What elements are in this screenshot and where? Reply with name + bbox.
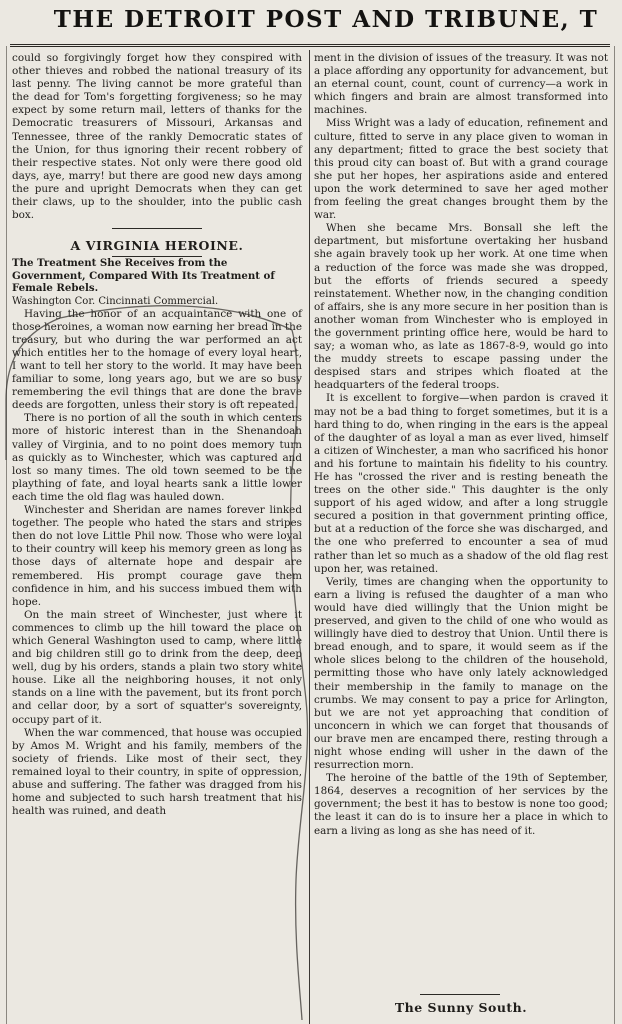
- next-article-rule: [420, 994, 500, 995]
- article-paragraph: When she became Mrs. Bonsall she left the department, but misfortune overtaking her husband she again bravely took up her work. At one time when a reduction of the force was made she was dropped, but the efforts of friends secured a speedy reinstatement. Whether now, in the changing condition of affairs, she is any more secure in her position than is another woman from Winchester who is employed in the government printing office here, would be hard to say; a woman who, as late as 1867-8-9, would go into the muddy streets to escape passing under the despised stars and stripes which floated at the headquarters of the federal troops.: [314, 222, 608, 392]
- article-subhead: The Treatment She Receives from the Government, Compared With Its Treatment of Female Rebels.: [12, 257, 275, 295]
- right-column: [314, 52, 608, 838]
- article-paragraph: ment in the division of issues of the treasury. It was not a place affording any opportunity for advancement, but an eternal count, count, count of currency—a work in which fingers and brain are almost transformed into machines.: [314, 52, 608, 117]
- left-column: [12, 52, 302, 818]
- article-paragraph: On the main street of Winchester, just where it commences to climb up the hill toward the place on which General Washington used to camp, where little and big children still go to drink from the deep, deep well, dug by his orders, stands a plain two story white house. Like all the neighboring houses, it not only stands on a line with the pavement, but its front porch and cellar door, by a sort of squatter's sovereignty, occupy part of it.: [12, 608, 302, 726]
- headline-rule-top: [112, 228, 202, 229]
- page-edge-right: [614, 46, 615, 1024]
- article-paragraph: Verily, times are changing when the opportunity to earn a living is refused the daughter of a man who would have died willingly that the Union might be preserved, and given to the child of one who would as willingly have died to destroy that Union. Until there is bread enough, and to spare, it would seem as if the whole slices belong to the children of the household, permitting those who have only lately acknowledged their membership in the family to manage on the crumbs. We may consent to pay a price for Arlington, but we are not yet approaching that condition of unconcern in which we can forget that thousands of our brave men are encamped there, resting through a night whose ending will usher in the dawn of the resurrection morn.: [314, 575, 608, 772]
- article-paragraph: Winchester and Sheridan are names forever linked together. The people who hated the stars and stripes then do not love Little Phil now. Those who were loyal to their country will keep his memory green as long as those days of alternate hope and despair are remembered. His prompt courage gave them confidence in him, and his success imbued them with hope.: [12, 504, 302, 608]
- article-paragraph: Having the honor of an acquaintance with one of those heroines, a woman now earning her bread in the treasury, but who during the war performed an act which entitles her to the homage of every loyal heart, I want to tell her story to the world. It may have been familiar to some, long years ago, but we are so busy remembering the evil things that are done the brave deeds are forgotten, unless their story is oft repeated.: [12, 307, 302, 412]
- masthead-rule: [10, 44, 610, 47]
- article-paragraph: When the war commenced, that house was occupied by Amos M. Wright and his family, members of the society of friends. Like most of their sect, they remained loyal to their country, in spite of oppression, abuse and suffering. The father was dragged from his home and subjected to such harsh treatment that his health was ruined, and death: [12, 726, 302, 818]
- article-credit: Washington Cor. Cincinnati Commercial.: [12, 295, 219, 307]
- article-paragraph: Miss Wright was a lady of education, refinement and culture, fitted to serve in any place given to woman in any department; fitted to grace the best society that this proud city can boast of. But with a grand courage she put her hopes, her aspirations aside and entered upon the work determined to save her aged mother from feeling the great changes brought them by the war.: [314, 117, 608, 222]
- column-divider: [309, 50, 310, 1024]
- page-edge-left: [6, 46, 7, 1024]
- article-paragraph: It is excellent to forgive—when pardon is craved it may not be a bad thing to forget sometimes, but it is a hard thing to do, when ringing in the ears is the appeal of the daughter of as loyal a man as ever lived, himself a citizen of Winchester, a man who sacrificed his honor and his fortune to maintain his fidelity to his country. He has "crossed the river and is resting beneath the trees on the other side." This daughter is the only support of his aged widow, and after a long struggle secured a position in that government printing office, but at a reduction of the force she was discharged, and the one who preferred to encounter a sea of mud rather than let so much as a shadow of the old flag rest upon her, was retained.: [314, 392, 608, 575]
- article-paragraph: The heroine of the battle of the 19th of September, 1864, deserves a recognition of her services by the government; the best it has to bestow is none too good; the least it can do is to insure her a place in which to earn a living as long as she has need of it.: [314, 772, 608, 837]
- article-paragraph: There is no portion of all the south in which centers more of historic interest than in the Shenandoah valley of Virginia, and to no point does memory turn as quickly as to Winchester, which was captured and lost so many times. The old town seemed to be the plaything of fate, and loyal hearts sank a little lower each time the old flag was hauled down.: [12, 412, 302, 503]
- article-headline: A VIRGINIA HEROINE.: [70, 238, 244, 254]
- intro-paragraph: could so forgivingly forget how they conspired with other thieves and robbed the national treasury of its last penny. The living cannot be more grateful than the dead for Tom's forgetting forgiveness; so he may expect by some return mail, letters of thanks for the Democratic treasurers of Missouri, Arkansas and Tennessee, three of the rankly Democratic states of the Union, for thus ignoring their recent robbery of their respective states. Not only were there good old days, aye, marry! but there are good new days among the pure and upright Democrats when they can get their claws, up to the shoulder, into the public cash box.: [12, 52, 302, 222]
- next-article-headline: The Sunny South.: [394, 1000, 528, 1015]
- masthead-title: THE DETROIT POST AND TRIBUNE, T: [53, 6, 599, 33]
